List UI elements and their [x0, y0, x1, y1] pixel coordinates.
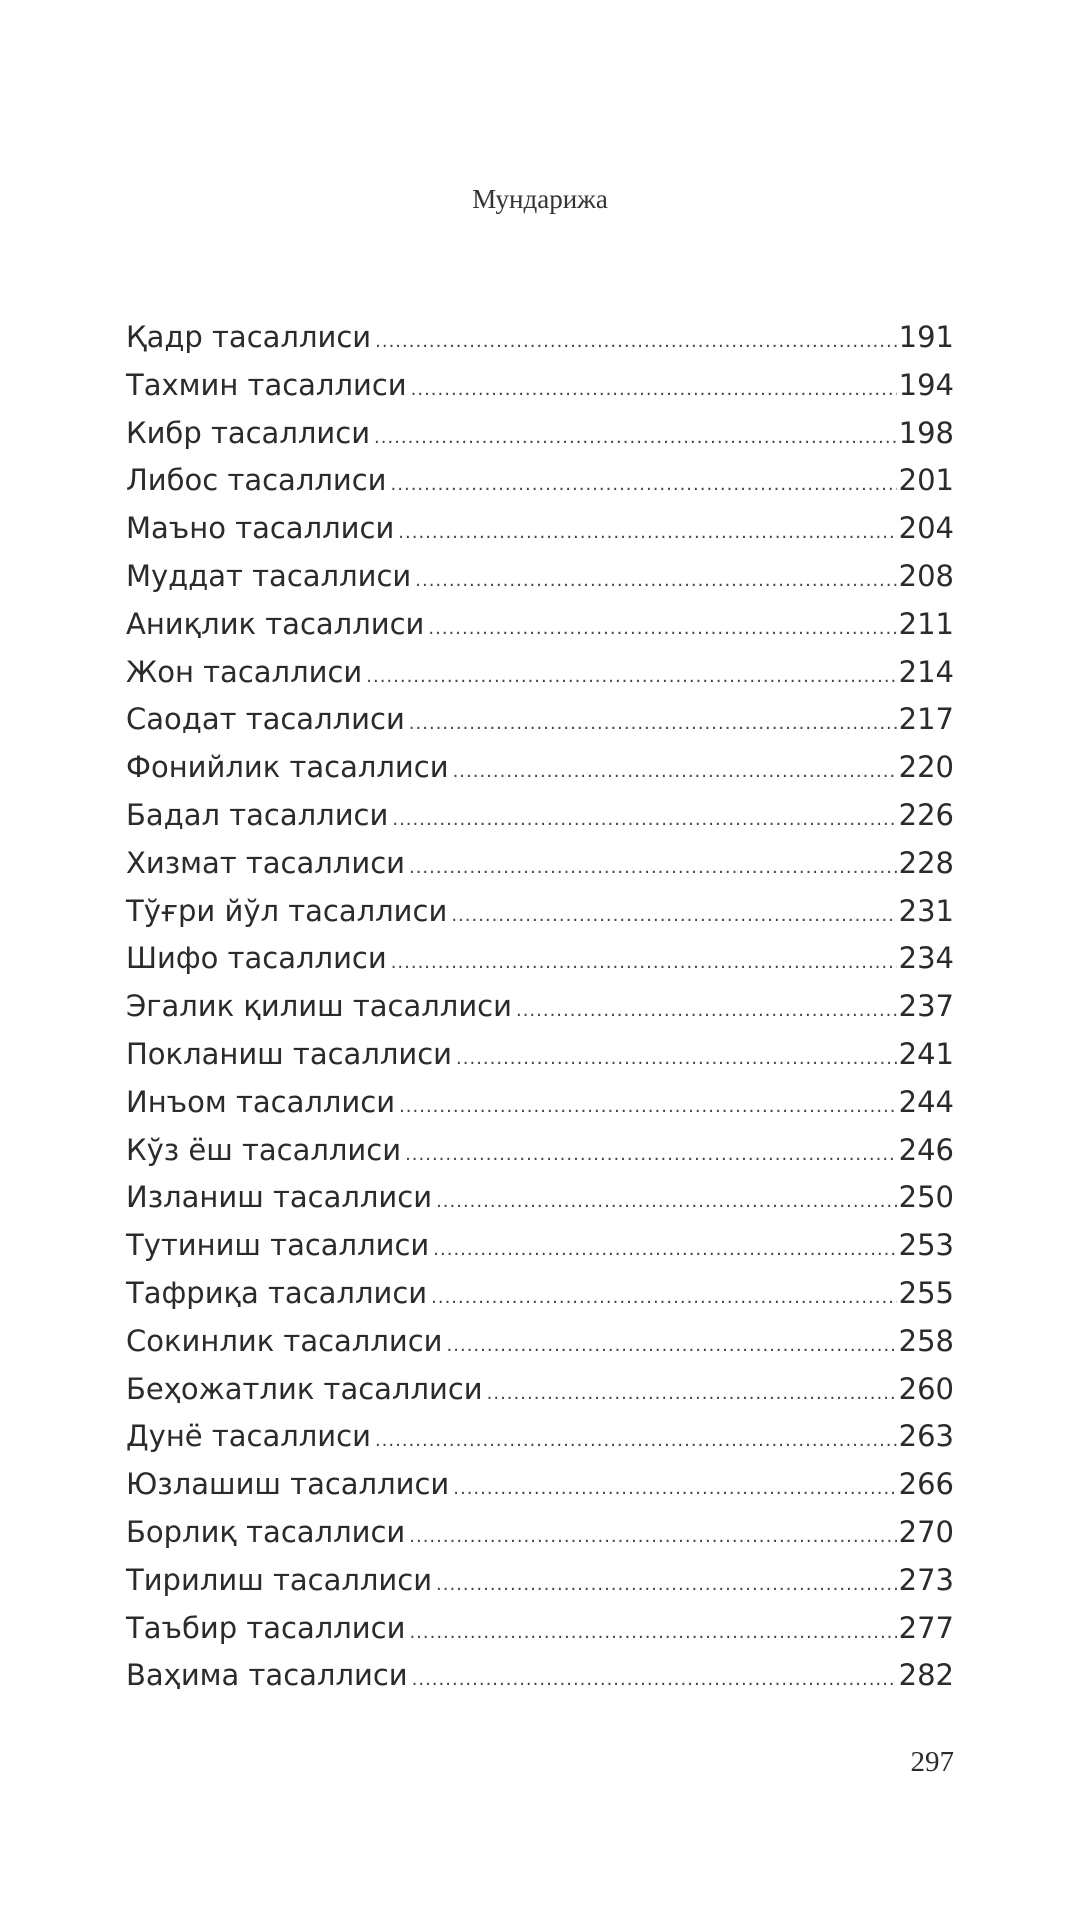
toc-entry-title: Изланиш тасаллиси	[126, 1180, 433, 1215]
dot-leader	[391, 474, 897, 495]
dot-leader	[433, 1239, 896, 1260]
toc-entry-page: 237	[898, 989, 954, 1024]
table-of-contents	[126, 320, 954, 1706]
dot-leader	[436, 1191, 897, 1212]
toc-entry	[126, 320, 954, 368]
toc-entry-title: Бадал тасаллиси	[126, 797, 389, 832]
toc-entry-title: Фонийлик тасаллиси	[126, 750, 449, 785]
toc-entry-title: Шифо тасаллиси	[126, 941, 387, 976]
toc-entry	[126, 1180, 954, 1228]
toc-entry-page: 277	[898, 1610, 954, 1645]
toc-entry-page: 255	[898, 1275, 954, 1310]
toc-entry-title: Борлиқ тасаллиси	[126, 1514, 406, 1549]
toc-entry-title: Дунё тасаллиси	[126, 1419, 371, 1454]
dot-leader	[415, 570, 896, 591]
dot-leader	[451, 905, 896, 926]
running-header: Мундарижа	[472, 184, 608, 214]
toc-entry	[126, 1324, 954, 1372]
page-number: 297	[910, 1746, 954, 1778]
toc-entry-page: 258	[898, 1323, 954, 1358]
toc-entry-title: Аниқлик тасаллиси	[126, 606, 425, 641]
toc-entry-page: 263	[898, 1419, 954, 1454]
toc-entry-title: Кўз ёш тасаллиси	[126, 1132, 402, 1167]
toc-entry-page: 282	[898, 1658, 954, 1693]
toc-entry-page: 194	[898, 367, 954, 402]
toc-entry-page: 270	[898, 1514, 954, 1549]
dot-leader	[436, 1574, 897, 1595]
toc-entry	[126, 1419, 954, 1467]
toc-entry-page: 244	[898, 1084, 954, 1119]
toc-entry	[126, 1372, 954, 1420]
toc-entry-page: 198	[898, 415, 954, 450]
toc-entry	[126, 1133, 954, 1181]
dot-leader	[428, 618, 896, 639]
toc-entry-page: 246	[898, 1132, 954, 1167]
dot-leader	[374, 427, 897, 448]
toc-entry-page: 208	[898, 558, 954, 593]
toc-entry	[126, 702, 954, 750]
dot-leader	[392, 809, 896, 830]
toc-entry	[126, 1515, 954, 1563]
toc-entry	[126, 1276, 954, 1324]
toc-entry-title: Муддат тасаллиси	[126, 558, 412, 593]
toc-entry-page: 220	[898, 750, 954, 785]
toc-entry	[126, 1467, 954, 1515]
toc-entry	[126, 750, 954, 798]
toc-entry	[126, 1085, 954, 1133]
dot-leader	[453, 1478, 896, 1499]
toc-entry-title: Эгалик қилиш тасаллиси	[126, 989, 512, 1024]
toc-entry-title: Хизмат тасаллиси	[126, 845, 405, 880]
dot-leader	[447, 1335, 897, 1356]
toc-entry	[126, 1228, 954, 1276]
dot-leader	[375, 1430, 897, 1451]
dot-leader	[409, 857, 897, 878]
dot-leader	[405, 1144, 897, 1165]
toc-entry-page: 266	[898, 1467, 954, 1502]
toc-entry	[126, 559, 954, 607]
toc-entry-title: Тўғри йўл тасаллиси	[126, 893, 448, 928]
toc-entry	[126, 1658, 954, 1706]
toc-entry	[126, 416, 954, 464]
toc-entry	[126, 941, 954, 989]
toc-entry-title: Покланиш тасаллиси	[126, 1036, 453, 1071]
toc-entry-page: 273	[898, 1562, 954, 1597]
toc-entry-title: Инъом тасаллиси	[126, 1084, 396, 1119]
toc-entry-page: 201	[898, 463, 954, 498]
toc-entry-title: Тирилиш тасаллиси	[126, 1562, 433, 1597]
toc-entry-title: Саодат тасаллиси	[126, 702, 405, 737]
toc-entry-title: Сокинлик тасаллиси	[126, 1323, 443, 1358]
toc-entry	[126, 511, 954, 559]
dot-leader	[409, 1526, 896, 1547]
toc-entry-title: Тафриқа тасаллиси	[126, 1275, 428, 1310]
toc-entry-page: 253	[898, 1228, 954, 1263]
toc-entry-page: 211	[898, 606, 954, 641]
toc-entry	[126, 798, 954, 846]
toc-entry	[126, 894, 954, 942]
dot-leader	[412, 1669, 897, 1690]
toc-entry-title: Маъно тасаллиси	[126, 511, 395, 546]
dot-leader	[409, 713, 897, 734]
toc-entry-title: Тахмин тасаллиси	[126, 367, 407, 402]
toc-entry-page: 204	[898, 511, 954, 546]
dot-leader	[409, 1622, 896, 1643]
toc-entry-page: 241	[898, 1036, 954, 1071]
toc-entry-title: Қадр тасаллиси	[126, 320, 372, 354]
toc-entry	[126, 1563, 954, 1611]
toc-entry	[126, 368, 954, 416]
toc-entry-title: Юзлашиш тасаллиси	[126, 1467, 450, 1502]
dot-leader	[398, 522, 896, 543]
toc-entry-page: 226	[898, 797, 954, 832]
toc-entry-page: 214	[898, 654, 954, 689]
dot-leader	[391, 952, 897, 973]
toc-entry	[126, 846, 954, 894]
dot-leader	[487, 1383, 897, 1404]
dot-leader	[399, 1096, 897, 1117]
toc-entry	[126, 1611, 954, 1659]
toc-entry-page: 260	[898, 1371, 954, 1406]
toc-entry-title: Ваҳима тасаллиси	[126, 1658, 408, 1693]
toc-entry	[126, 655, 954, 703]
toc-entry-title: Жон тасаллиси	[126, 654, 363, 689]
toc-entry-title: Либос тасаллиси	[126, 463, 387, 498]
dot-leader	[375, 331, 897, 352]
toc-entry	[126, 989, 954, 1037]
dot-leader	[431, 1287, 897, 1308]
toc-entry-page: 234	[898, 941, 954, 976]
toc-entry-page: 191	[898, 320, 954, 354]
toc-entry-page: 231	[898, 893, 954, 928]
dot-leader	[516, 1000, 897, 1021]
toc-entry-title: Тутиниш тасаллиси	[126, 1228, 430, 1263]
dot-leader	[366, 666, 896, 687]
toc-entry-title: Беҳожатлик тасаллиси	[126, 1371, 483, 1406]
toc-entry-page: 250	[898, 1180, 954, 1215]
toc-entry-title: Кибр тасаллиси	[126, 415, 371, 450]
toc-entry-page: 228	[898, 845, 954, 880]
toc-entry-page: 217	[898, 702, 954, 737]
toc-entry	[126, 463, 954, 511]
dot-leader	[456, 1048, 897, 1069]
dot-leader	[453, 761, 897, 782]
toc-entry-title: Таъбир тасаллиси	[126, 1610, 406, 1645]
toc-entry	[126, 1037, 954, 1085]
dot-leader	[411, 379, 897, 400]
toc-entry	[126, 607, 954, 655]
